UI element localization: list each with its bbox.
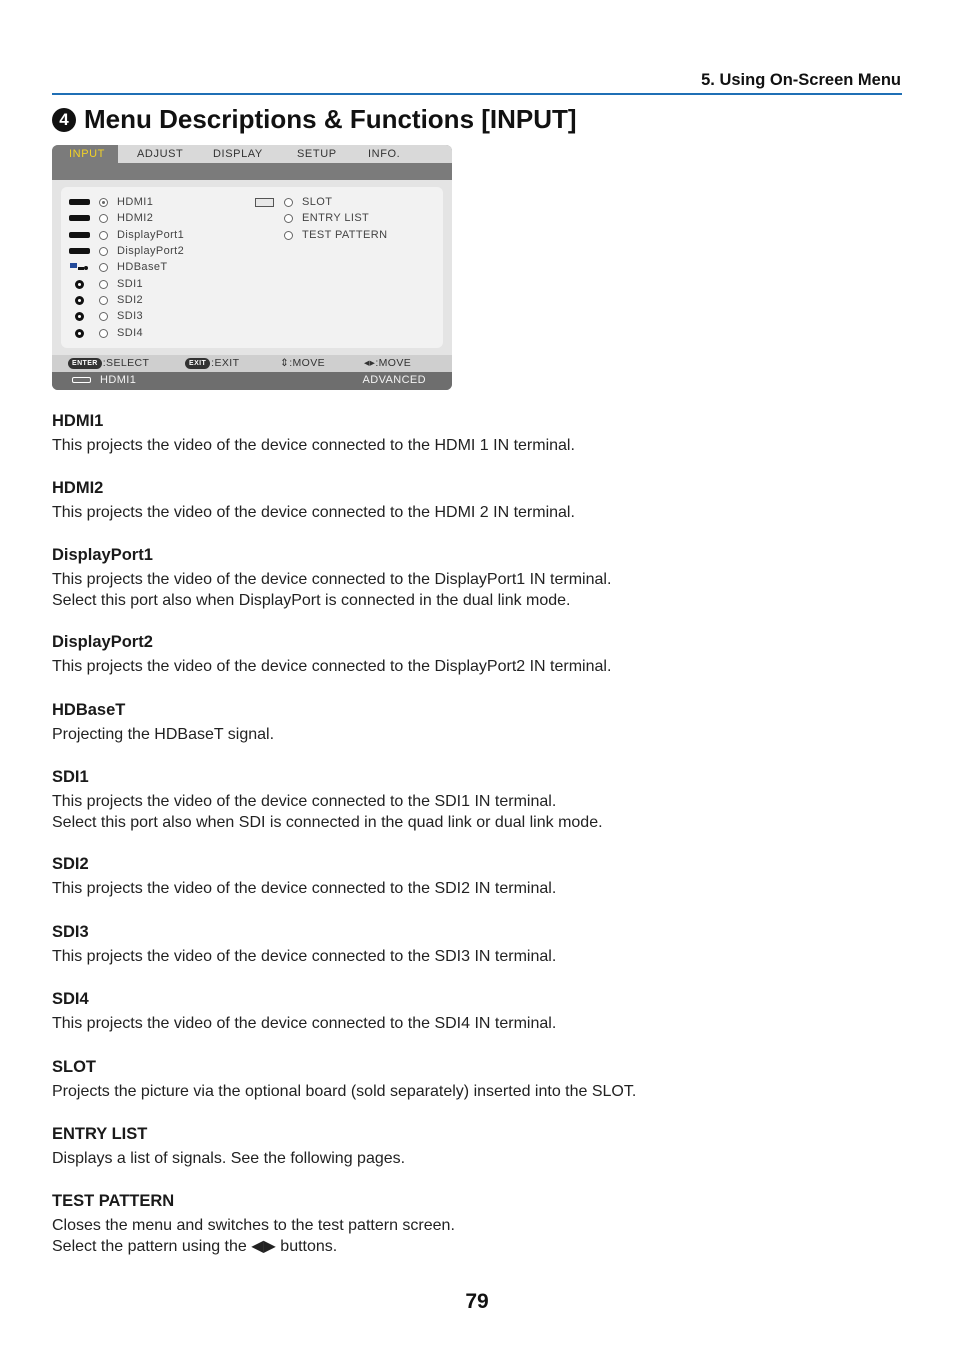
current-source: [72, 374, 136, 386]
hdmi-connector-icon: [72, 377, 91, 383]
help-exit-label: :EXIT: [211, 357, 240, 369]
desc-text: This projects the video of the device connected to the SDI1 IN terminal. Select this port also when SDI is connected in the quad link or dual link mode.: [52, 793, 603, 831]
desc-text: This projects the video of the device connected to the SDI4 IN terminal.: [52, 1015, 557, 1032]
desc-heading: SDI4: [52, 990, 89, 1008]
radio-icon: [284, 231, 293, 240]
desc-heading: SDI2: [52, 855, 89, 873]
menu-item-label: DisplayPort2: [117, 245, 185, 257]
radio-icon: [99, 280, 108, 289]
section-title-text: Menu Descriptions & Functions [INPUT]: [84, 104, 577, 134]
menu-item-label: SDI2: [117, 294, 144, 306]
hdmi-connector-icon: [69, 215, 90, 221]
desc-heading: SDI1: [52, 768, 89, 786]
input-menu-screenshot: [52, 145, 452, 390]
desc-test-pattern: [52, 1191, 455, 1257]
tab-setup[interactable]: SETUP: [297, 148, 337, 160]
chapter-rule: [52, 93, 902, 95]
chapter-heading: 5. Using On-Screen Menu: [701, 71, 901, 89]
enter-key-icon: ENTER: [68, 358, 102, 369]
radio-icon: [99, 231, 108, 240]
desc-heading: TEST PATTERN: [52, 1192, 175, 1210]
slot-board-icon: [255, 198, 274, 207]
tab-info[interactable]: INFO.: [368, 148, 401, 160]
displayport-connector-icon: [69, 232, 90, 238]
radio-icon: [99, 312, 108, 321]
desc-sdi3: [52, 922, 556, 968]
desc-heading: DisplayPort1: [52, 546, 153, 564]
menu-item-hdmi2[interactable]: [65, 210, 153, 226]
menu-item-hdmi1[interactable]: [65, 194, 153, 210]
current-source-label: HDMI1: [100, 374, 137, 386]
desc-slot: [52, 1057, 636, 1103]
desc-displayport2: [52, 632, 611, 678]
menu-item-label: HDMI1: [117, 196, 154, 208]
desc-text: This projects the video of the device connected to the HDMI 1 IN terminal.: [52, 437, 575, 454]
desc-text: Projecting the HDBaseT signal.: [52, 726, 275, 743]
menu-item-label: DisplayPort1: [117, 229, 185, 241]
desc-entry-list: [52, 1124, 405, 1170]
desc-hdmi1: [52, 411, 575, 457]
tab-adjust[interactable]: ADJUST: [137, 148, 184, 160]
menu-item-displayport2[interactable]: [65, 243, 184, 259]
help-move-leftright: ◂▸:MOVE: [364, 357, 412, 369]
menu-item-label: SDI4: [117, 327, 144, 339]
menu-item-label: SLOT: [302, 196, 333, 208]
desc-heading: DisplayPort2: [52, 633, 153, 651]
menu-item-label: SDI3: [117, 310, 144, 322]
menu-item-slot[interactable]: [250, 194, 332, 210]
radio-icon: [284, 214, 293, 223]
sdi-connector-icon: [75, 280, 84, 289]
desc-sdi1: [52, 767, 603, 833]
radio-icon: [284, 198, 293, 207]
menu-item-sdi1[interactable]: [65, 276, 143, 292]
desc-heading: ENTRY LIST: [52, 1125, 148, 1143]
section-title: [52, 104, 577, 135]
radio-icon: [99, 214, 108, 223]
desc-heading: HDBaseT: [52, 701, 126, 719]
desc-heading: HDMI1: [52, 412, 104, 430]
menu-level: ADVANCED: [362, 374, 426, 386]
menu-item-entry-list[interactable]: [250, 210, 369, 226]
desc-text: Projects the picture via the optional board (sold separately) inserted into the SLOT.: [52, 1083, 637, 1100]
menu-item-sdi4[interactable]: [65, 325, 143, 341]
menu-item-label: HDBaseT: [117, 261, 168, 273]
radio-icon: [99, 247, 108, 256]
sdi-connector-icon: [75, 329, 84, 338]
section-number-badge: 4: [52, 108, 76, 132]
hdmi-connector-icon: [69, 199, 90, 205]
desc-text: This projects the video of the device connected to the DisplayPort2 IN terminal.: [52, 658, 612, 675]
menu-item-test-pattern[interactable]: [250, 227, 387, 243]
menu-tab-bar: [52, 145, 452, 163]
menu-item-displayport1[interactable]: [65, 227, 184, 243]
help-select-label: :SELECT: [102, 357, 150, 369]
radio-icon: [99, 263, 108, 272]
tab-input[interactable]: INPUT: [52, 145, 118, 163]
menu-title-band: [52, 163, 452, 180]
sdi-connector-icon: [75, 296, 84, 305]
menu-help-bar: [52, 355, 452, 372]
desc-sdi4: [52, 989, 556, 1035]
desc-text: This projects the video of the device connected to the SDI2 IN terminal.: [52, 880, 557, 897]
help-select: [68, 357, 149, 369]
menu-item-label: SDI1: [117, 278, 144, 290]
radio-selected-icon: [99, 198, 108, 207]
menu-item-hdbaset[interactable]: [65, 259, 167, 275]
desc-text: Displays a list of signals. See the following pages.: [52, 1150, 406, 1167]
menu-status-bar: [52, 372, 452, 390]
menu-item-label: ENTRY LIST: [302, 212, 370, 224]
menu-item-label: TEST PATTERN: [302, 229, 388, 241]
desc-hdmi2: [52, 478, 575, 524]
tab-display[interactable]: DISPLAY: [213, 148, 263, 160]
desc-text: This projects the video of the device connected to the SDI3 IN terminal.: [52, 948, 557, 965]
desc-displayport1: [52, 545, 611, 611]
page-number: 79: [465, 1290, 489, 1313]
help-exit: [185, 357, 239, 369]
help-move-updown: ⇕:MOVE: [280, 357, 326, 369]
desc-text: Closes the menu and switches to the test pattern screen. Select the pattern using the ◀▶ buttons.: [52, 1217, 455, 1255]
desc-hdbaset: [52, 700, 274, 746]
displayport-connector-icon: [69, 248, 90, 254]
menu-item-panel: [61, 187, 443, 348]
desc-heading: HDMI2: [52, 479, 104, 497]
radio-icon: [99, 296, 108, 305]
sdi-connector-icon: [75, 312, 84, 321]
desc-text: This projects the video of the device connected to the DisplayPort1 IN terminal. Select this port also when DisplayPort is connected in the dual link mode.: [52, 571, 612, 609]
menu-item-label: HDMI2: [117, 212, 154, 224]
hdbaset-connector-icon: [65, 262, 93, 272]
menu-item-sdi3[interactable]: [65, 308, 143, 324]
exit-key-icon: EXIT: [185, 358, 210, 369]
menu-item-sdi2[interactable]: [65, 292, 143, 308]
desc-heading: SLOT: [52, 1058, 96, 1076]
menu-body: [52, 180, 452, 355]
desc-sdi2: [52, 854, 556, 900]
desc-text: This projects the video of the device connected to the HDMI 2 IN terminal.: [52, 504, 575, 521]
radio-icon: [99, 329, 108, 338]
desc-heading: SDI3: [52, 923, 89, 941]
